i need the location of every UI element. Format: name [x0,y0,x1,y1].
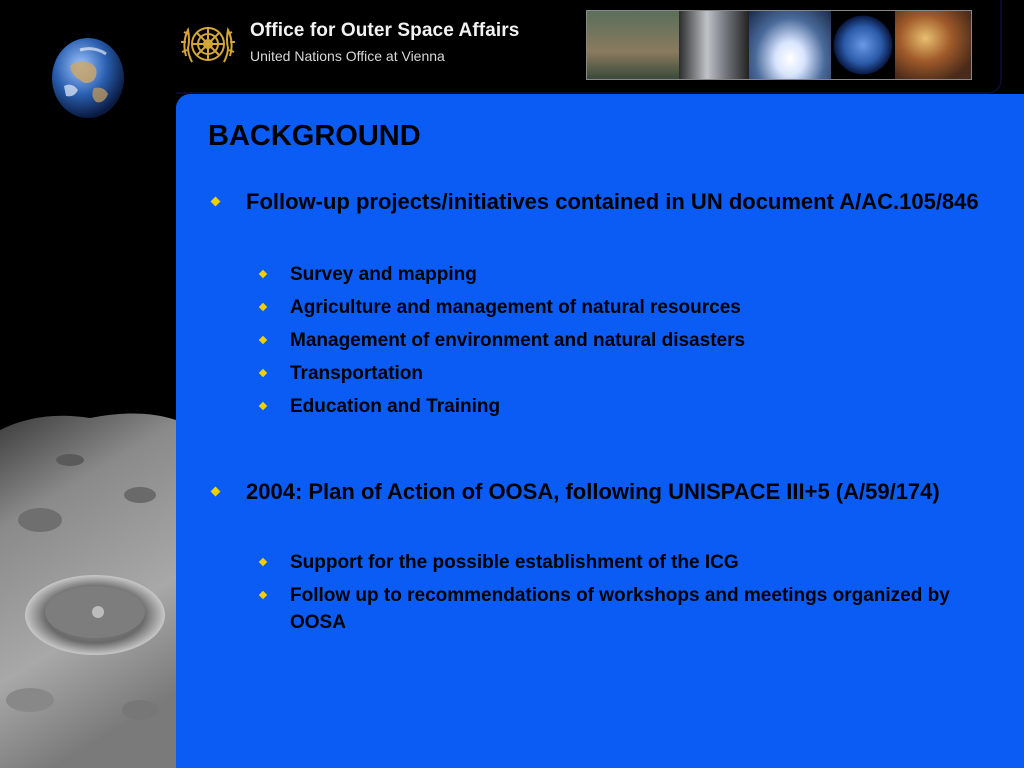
bullet-level2 [210,393,980,420]
slide-heading: BACKGROUND [208,120,421,152]
bullet-level2 [210,294,980,321]
org-subtitle: United Nations Office at Vienna [250,48,445,64]
left-decoration [0,0,176,768]
un-emblem-icon [176,12,240,76]
rocket-launch-photo [749,11,831,79]
diamond-bullet-icon [259,336,267,344]
diamond-bullet-icon [211,487,221,497]
nebula-photo [895,11,971,79]
moon-surface-image [0,400,176,768]
bullet-level1 [210,476,980,507]
bullet-text: Survey and mapping [290,264,477,285]
bullet-level2 [210,327,980,354]
bullet-text: Support for the possible establishment of the ICG [290,552,739,573]
diamond-bullet-icon [211,197,221,207]
slide-content [210,186,980,642]
bullet-level2 [210,360,980,387]
bullet-text: Education and Training [290,396,501,417]
diamond-bullet-icon [259,402,267,410]
diamond-bullet-icon [259,303,267,311]
bullet-text: Management of environment and natural disasters [290,330,746,351]
bullet-text: Follow-up projects/initiatives contained in UN document A/AC.105/846 [246,189,979,214]
astronaut-photo [679,11,749,79]
diamond-bullet-icon [259,270,267,278]
earth-photo [831,11,895,79]
diamond-bullet-icon [259,369,267,377]
bullet-text: Follow up to recommendations of workshops and meetings organized by OOSA [290,585,950,633]
org-title: Office for Outer Space Affairs [250,20,520,41]
bullet-level2 [210,582,980,636]
header-bar [176,0,1002,94]
conference-hall-photo [587,11,679,79]
bullet-level2 [210,261,980,288]
bullet-level2 [210,549,980,576]
earth-image [50,36,126,120]
bullet-text: 2004: Plan of Action of OOSA, following UNISPACE III+5 (A/59/174) [246,479,940,504]
bullet-text: Transportation [290,363,424,384]
diamond-bullet-icon [259,558,267,566]
bullet-level1 [210,186,980,217]
diamond-bullet-icon [259,591,267,599]
bullet-text: Agriculture and management of natural resources [290,297,741,318]
slide-panel [176,94,1024,768]
photo-strip [586,10,972,80]
